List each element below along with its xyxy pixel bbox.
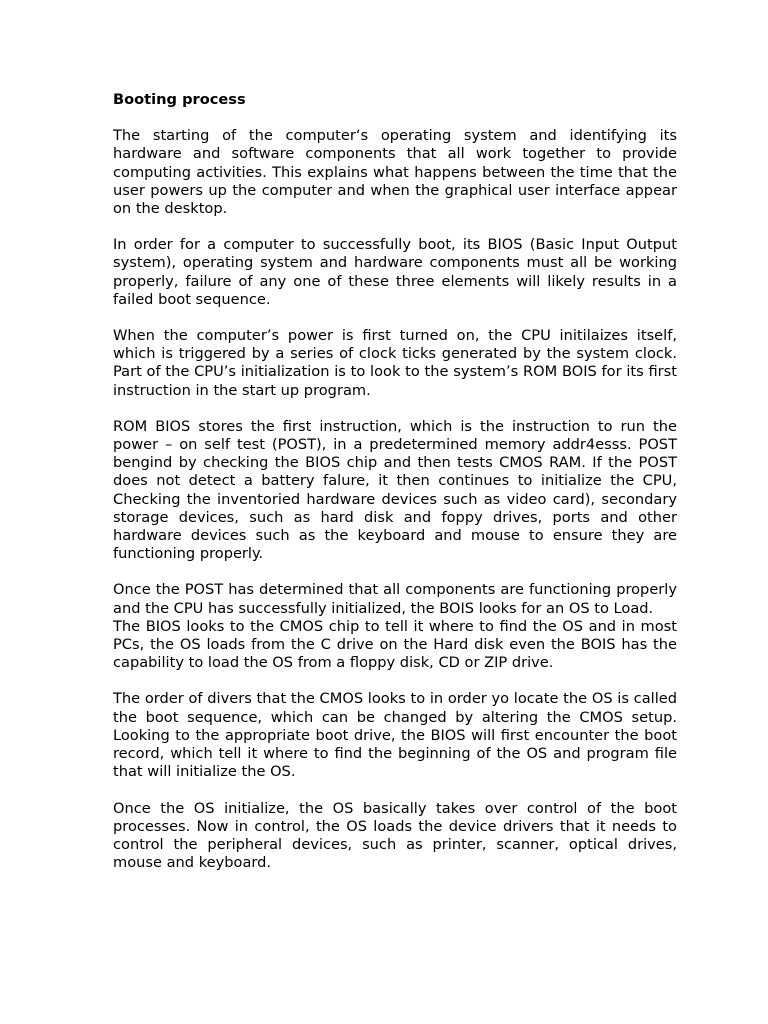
document-title: Booting process [113,91,246,108]
paragraph-post: ROM BIOS stores the first instruction, which is the instruction to run the power – on self test (POST), in a predetermined memory addr4esss. POST bengind by checking the BIOS chip and then tests CMOS RAM. If the POST does not detect a battery falure, it then continues to initialize the CPU, Checking the inventoried hardware devices such as video card), secondary storage devices, such as hard disk and foppy drives, ports and other hardware devices such as the keyboard and mouse to ensure they are functioning properly. [113,417,677,563]
paragraph-requirements: In order for a computer to successfully boot, its BIOS (Basic Input Output system), operating system and hardware components must all be working properly, failure of any one of these three elements will likely results in a failed boot sequence. [113,236,677,308]
paragraph-os-control: Once the OS initialize, the OS basically takes over control of the boot processes. Now in control, the OS loads the device drivers that it needs to control the peripheral devices, such as printer, scanner, optical drives, mouse and keyboard. [113,799,677,872]
paragraph-boot-sequence: The order of divers that the CMOS looks to in order yo locate the OS is called the boot sequence, which can be changed by altering the CMOS setup. Looking to the appropriate boot drive, the BIOS will first encounter the boot record, which tell it where to find the beginning of the OS and program file that will initialize the OS. [113,690,677,781]
paragraph-post-complete: Once the POST has determined that all components are functioning properly and the CPU has successfully initialized, the BOIS looks for an OS to Load. [113,581,677,617]
paragraph-intro: The starting of the computer‘s operating system and identifying its hardware and software components that all work together to provide computing activities. This explains what happens between the time that the user powers up the computer and when the graphical user interface appear on the desktop. [113,127,677,218]
paragraph-power-on: When the computer’s power is first turned on, the CPU initilaizes itself, which is triggered by a series of clock ticks generated by the system clock. Part of the CPU’s initialization is to look to the system’s ROM BOIS for its first instruction in the start up program. [113,327,677,399]
paragraph-cmos-lookup: The BIOS looks to the CMOS chip to tell it where to find the OS and in most PCs, the OS loads from the C drive on the Hard disk even the BOIS has the capability to load the OS from a floppy disk, CD or ZIP drive. [113,617,677,672]
document-page [113,91,677,890]
